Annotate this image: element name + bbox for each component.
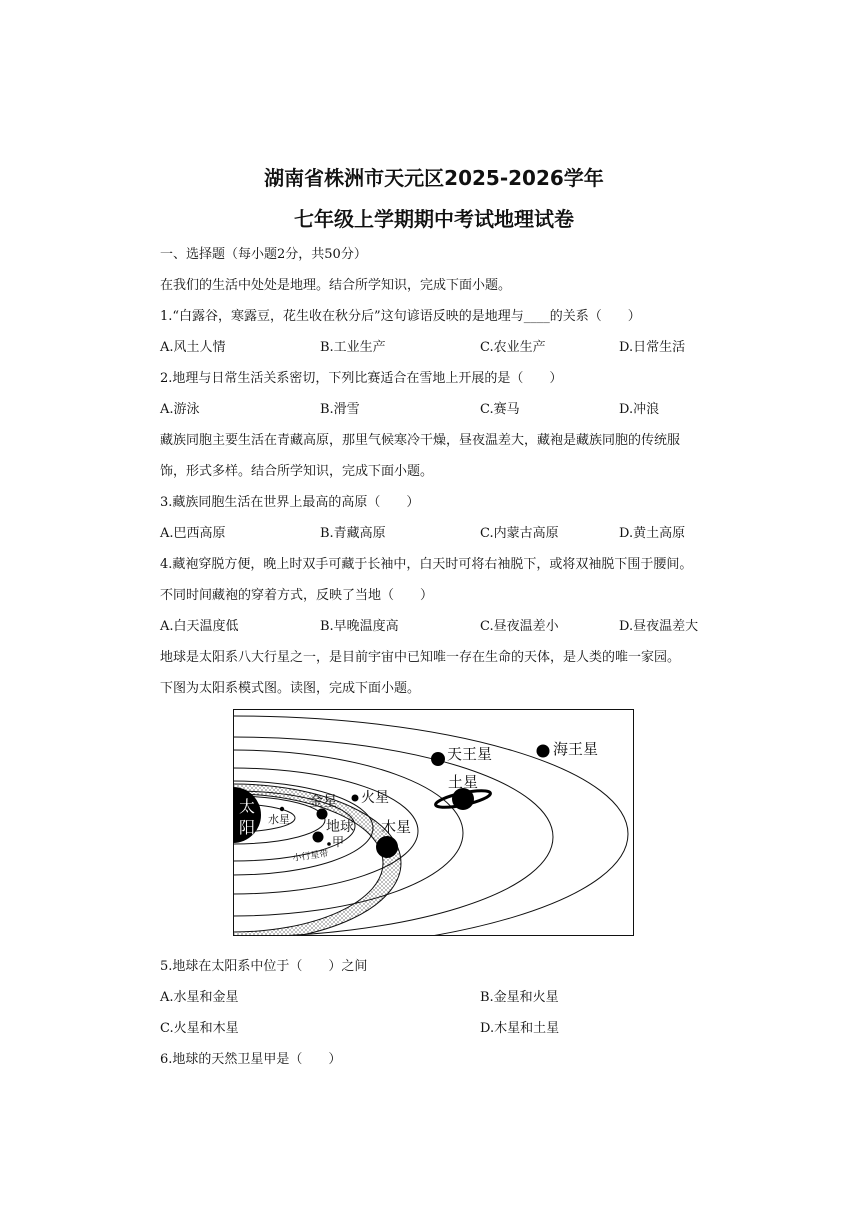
question-1-option-b: B.工业生产 [320,340,386,355]
question-4-option-c: C.昼夜温差小 [480,619,559,634]
sun-label-2: 阳 [239,818,256,837]
intro-paragraph-1: 在我们的生活中处处是地理。结合所学知识，完成下面小题。 [160,278,512,293]
moon [327,842,331,846]
question-6-stem: 6.地球的天然卫星甲是（ ） [160,1052,342,1067]
question-3-option-b: B.青藏高原 [320,526,386,541]
saturn [452,788,474,810]
solar-system-diagram [233,709,634,936]
mars-label: 火星 [361,790,389,806]
question-5-option-b: B.金星和火星 [480,990,559,1005]
uranus [431,752,445,766]
mars [352,795,359,802]
jupiter [376,836,398,858]
intro-paragraph-2-line2: 饰，形式多样。结合所学知识，完成下面小题。 [160,464,434,479]
neptune-label: 海王星 [553,740,599,758]
question-5-option-a: A.水星和金星 [160,990,239,1005]
question-4-option-d: D.昼夜温差大 [619,619,699,634]
uranus-label: 天王星 [447,745,493,763]
exam-title-line1: 湖南省株洲市天元区2025-2026学年 [264,166,604,190]
question-1-option-c: C.农业生产 [480,340,546,355]
earth-label: 地球 [326,819,354,835]
question-2-option-b: B.滑雪 [320,402,360,417]
intro-paragraph-3-line2: 下图为太阳系模式图。读图，完成下面小题。 [160,681,421,696]
question-5-option-c: C.火星和木星 [160,1021,239,1036]
neptune [537,745,550,758]
question-4-stem-line1: 4.藏袍穿脱方便，晚上时双手可藏于长袖中，白天时可将右袖脱下，或将双袖脱下围于腰间。 [160,557,693,572]
question-1-stem: 1.“白露谷，寒露豆，花生收在秋分后”这句谚语反映的是地理与____的关系（ ） [160,309,641,324]
intro-paragraph-3-line1: 地球是太阳系八大行星之一，是目前宇宙中已知唯一存在生命的天体，是人类的唯一家园。 [160,650,681,665]
question-5-option-d: D.木星和土星 [480,1021,560,1036]
question-4-option-a: A.白天温度低 [160,619,239,634]
venus [317,809,328,820]
question-2-option-d: D.冲浪 [619,402,660,417]
question-2-option-a: A.游泳 [160,402,200,417]
question-4-option-b: B.早晚温度高 [320,619,399,634]
earth [313,832,324,843]
question-3-option-a: A.巴西高原 [160,526,226,541]
venus-label: 金星 [309,794,337,810]
section-heading: 一、选择题（每小题2分，共50分） [160,247,367,262]
mercury-label: 水星 [268,813,290,826]
question-2-option-c: C.赛马 [480,402,520,417]
exam-title-line2: 七年级上学期期中考试地理试卷 [294,207,574,231]
question-1-option-d: D.日常生活 [619,340,686,355]
question-4-stem-line2: 不同时间藏袍的穿着方式，反映了当地（ ） [160,588,434,603]
jupiter-label: 木星 [381,818,412,836]
question-1-option-a: A.风土人情 [160,340,226,355]
intro-paragraph-2-line1: 藏族同胞主要生活在青藏高原，那里气候寒冷干燥，昼夜温差大，藏袍是藏族同胞的传统服 [160,433,681,448]
question-5-stem: 5.地球在太阳系中位于（ ）之间 [160,959,368,974]
sun-label-1: 太 [239,797,256,816]
mercury [280,807,284,811]
question-3-option-d: D.黄土高原 [619,526,686,541]
question-2-stem: 2.地理与日常生活关系密切，下列比赛适合在雪地上开展的是（ ） [160,371,563,386]
question-3-stem: 3.藏族同胞生活在世界上最高的高原（ ） [160,495,420,510]
question-3-option-c: C.内蒙古高原 [480,526,559,541]
saturn-label: 土星 [448,773,479,791]
moon-label: 甲 [332,835,345,849]
asteroid-belt-label: 小行星带 [292,849,330,864]
